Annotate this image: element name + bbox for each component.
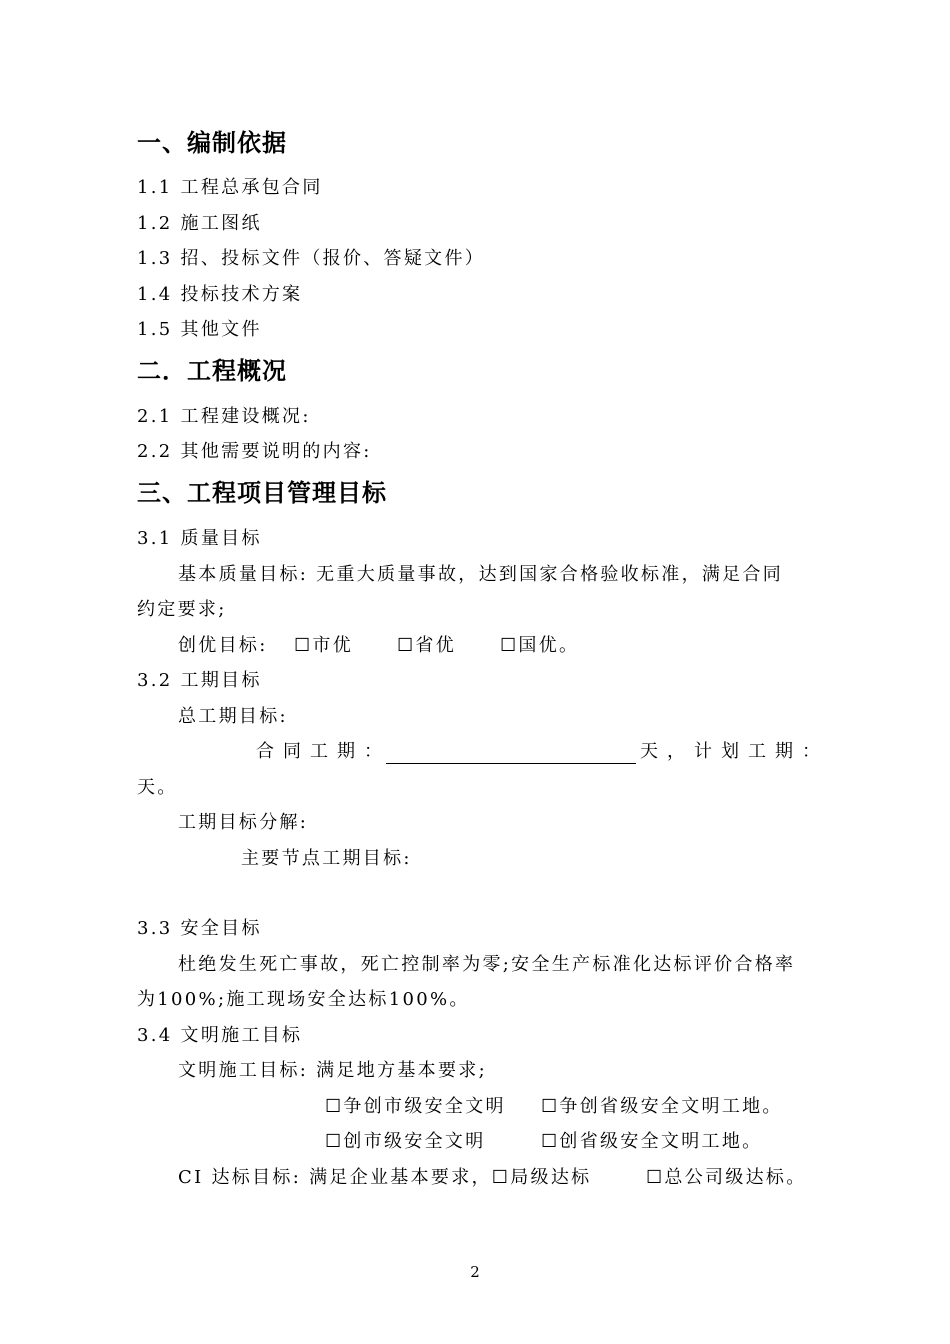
quality-excellence-label: 创优目标: [178, 635, 268, 656]
contract-period-label: 合同工期： [256, 741, 391, 762]
contract-period-blank[interactable] [386, 740, 636, 764]
list-item: 1.1 工程总承包合同 [137, 177, 323, 198]
list-item: 2.1 工程建设概况: [137, 406, 311, 427]
city-civil-strive-checkbox[interactable]: ☐争创市级安全文明 [325, 1096, 506, 1117]
schedule-breakdown-label: 工期目标分解: [178, 812, 309, 833]
schedule-total-label: 总工期目标: [178, 706, 288, 727]
day-unit: 天。 [137, 777, 178, 798]
civil-target-title: 3.4 文明施工目标 [137, 1025, 303, 1046]
province-civil-checkbox[interactable]: ☐创省级安全文明工地。 [541, 1131, 763, 1152]
planned-period-label: 天，计划工期： [640, 741, 829, 762]
list-item: 1.5 其他文件 [137, 319, 262, 340]
province-excellence-checkbox[interactable]: ☐省优 [397, 635, 457, 656]
safety-target-title: 3.3 安全目标 [137, 918, 262, 939]
list-item: 1.3 招、投标文件（报价、答疑文件） [137, 248, 486, 269]
quality-target-title: 3.1 质量目标 [137, 528, 262, 549]
national-excellence-checkbox[interactable]: ☐国优。 [500, 635, 580, 656]
list-item: 2.2 其他需要说明的内容: [137, 441, 372, 462]
section-3-title: 三、工程项目管理目标 [137, 479, 387, 507]
quality-basic-line-2: 约定要求; [137, 599, 227, 620]
list-item: 1.2 施工图纸 [137, 213, 262, 234]
page-number: 2 [470, 1263, 480, 1281]
province-civil-strive-checkbox[interactable]: ☐争创省级安全文明工地。 [541, 1096, 783, 1117]
civil-goal-line: 文明施工目标: 满足地方基本要求; [178, 1060, 487, 1081]
section-1-title: 一、编制依据 [137, 129, 287, 157]
ci-goal-line: CI 达标目标: 满足企业基本要求，☐局级达标 [178, 1167, 592, 1188]
city-excellence-checkbox[interactable]: ☐市优 [294, 635, 354, 656]
section-2-title: 二．工程概况 [137, 357, 287, 385]
quality-basic-line-1: 基本质量目标: 无重大质量事故，达到国家合格验收标准，满足合同 [178, 564, 784, 585]
safety-line-1: 杜绝发生死亡事故，死亡控制率为零;安全生产标准化达标评价合格率 [178, 954, 796, 975]
schedule-target-title: 3.2 工期目标 [137, 670, 262, 691]
key-node-label: 主要节点工期目标: [241, 848, 412, 869]
city-civil-checkbox[interactable]: ☐创市级安全文明 [325, 1131, 486, 1152]
safety-line-2: 为100%;施工现场安全达标100%。 [137, 989, 470, 1010]
list-item: 1.4 投标技术方案 [137, 284, 303, 305]
ci-company-checkbox[interactable]: ☐总公司级达标。 [646, 1167, 807, 1188]
